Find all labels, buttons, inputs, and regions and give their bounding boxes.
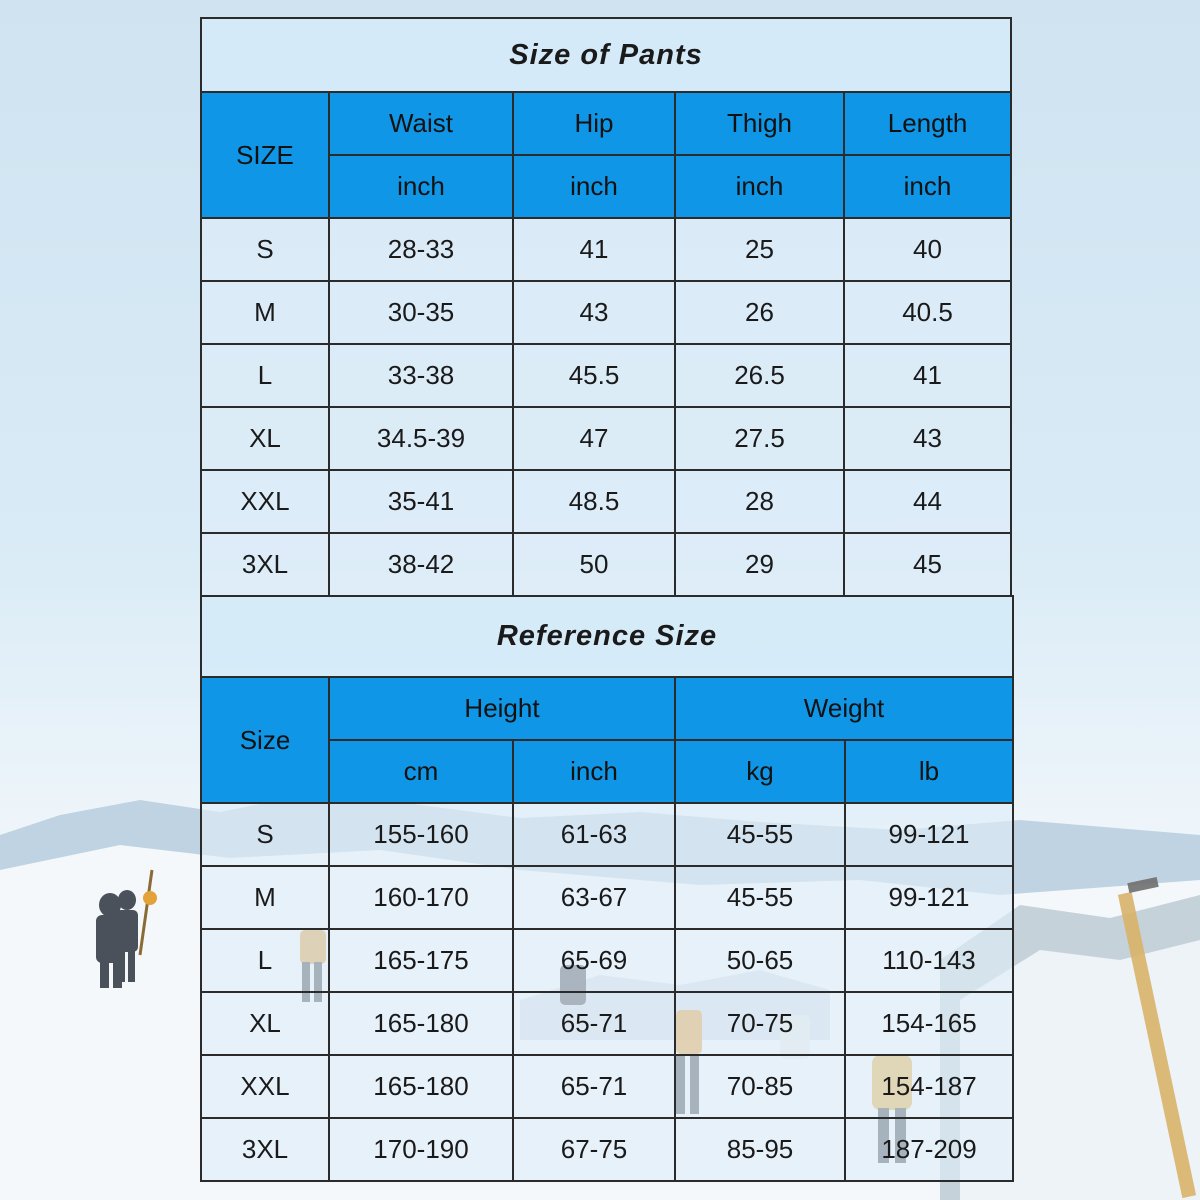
weight-lb-cell: 99-121: [845, 803, 1013, 866]
length-unit: inch: [844, 155, 1011, 218]
size-cell: L: [201, 344, 329, 407]
size-column-header: SIZE: [201, 92, 329, 218]
waist-cell: 33-38: [329, 344, 513, 407]
table-row: [201, 407, 1011, 470]
size-cell: M: [201, 281, 329, 344]
hip-unit: inch: [513, 155, 675, 218]
waist-cell: 35-41: [329, 470, 513, 533]
table-row: [201, 929, 1013, 992]
pants-size-table: [200, 17, 1012, 597]
length-cell: 45: [844, 533, 1011, 596]
weight-kg-cell: 85-95: [675, 1118, 845, 1181]
length-cell: 41: [844, 344, 1011, 407]
thigh-cell: 26: [675, 281, 844, 344]
length-column-header: Length: [844, 92, 1011, 155]
waist-cell: 28-33: [329, 218, 513, 281]
height-cm-cell: 160-170: [329, 866, 513, 929]
hip-cell: 48.5: [513, 470, 675, 533]
height-group-header: Height: [329, 677, 675, 740]
size-cell: S: [201, 803, 329, 866]
reference-table-title: Reference Size: [201, 596, 1013, 677]
waist-cell: 34.5-39: [329, 407, 513, 470]
height-cm-unit: cm: [329, 740, 513, 803]
table-row: [201, 281, 1011, 344]
height-cm-cell: 165-180: [329, 992, 513, 1055]
thigh-cell: 26.5: [675, 344, 844, 407]
size-cell: XXL: [201, 470, 329, 533]
weight-group-header: Weight: [675, 677, 1013, 740]
height-inch-cell: 63-67: [513, 866, 675, 929]
table-row: [201, 1055, 1013, 1118]
table-row: [201, 866, 1013, 929]
weight-kg-cell: 70-75: [675, 992, 845, 1055]
hip-cell: 45.5: [513, 344, 675, 407]
table-row: [201, 1118, 1013, 1181]
height-inch-cell: 65-71: [513, 992, 675, 1055]
weight-kg-cell: 50-65: [675, 929, 845, 992]
height-cm-cell: 165-175: [329, 929, 513, 992]
size-cell: S: [201, 218, 329, 281]
thigh-cell: 28: [675, 470, 844, 533]
table-row: [201, 218, 1011, 281]
thigh-cell: 29: [675, 533, 844, 596]
length-cell: 43: [844, 407, 1011, 470]
reference-size-table: [200, 595, 1014, 1182]
height-cm-cell: 155-160: [329, 803, 513, 866]
size-cell: XXL: [201, 1055, 329, 1118]
hip-cell: 43: [513, 281, 675, 344]
weight-kg-cell: 70-85: [675, 1055, 845, 1118]
reference-header-row: [201, 677, 1013, 740]
size-cell: 3XL: [201, 533, 329, 596]
thigh-cell: 25: [675, 218, 844, 281]
table-row: [201, 470, 1011, 533]
height-inch-cell: 61-63: [513, 803, 675, 866]
length-cell: 40: [844, 218, 1011, 281]
weight-lb-cell: 154-187: [845, 1055, 1013, 1118]
table-row: [201, 992, 1013, 1055]
hip-cell: 47: [513, 407, 675, 470]
height-inch-unit: inch: [513, 740, 675, 803]
waist-column-header: Waist: [329, 92, 513, 155]
height-cm-cell: 165-180: [329, 1055, 513, 1118]
length-cell: 44: [844, 470, 1011, 533]
height-inch-cell: 65-69: [513, 929, 675, 992]
weight-lb-cell: 154-165: [845, 992, 1013, 1055]
weight-kg-unit: kg: [675, 740, 845, 803]
weight-kg-cell: 45-55: [675, 866, 845, 929]
thigh-unit: inch: [675, 155, 844, 218]
pants-table-title: Size of Pants: [201, 18, 1011, 92]
hip-column-header: Hip: [513, 92, 675, 155]
pants-title-row: [201, 18, 1011, 92]
weight-lb-cell: 187-209: [845, 1118, 1013, 1181]
hip-cell: 41: [513, 218, 675, 281]
pants-header-row: [201, 92, 1011, 155]
waist-cell: 38-42: [329, 533, 513, 596]
size-cell: M: [201, 866, 329, 929]
table-row: [201, 533, 1011, 596]
size-cell: 3XL: [201, 1118, 329, 1181]
waist-unit: inch: [329, 155, 513, 218]
size-cell: L: [201, 929, 329, 992]
thigh-column-header: Thigh: [675, 92, 844, 155]
waist-cell: 30-35: [329, 281, 513, 344]
length-cell: 40.5: [844, 281, 1011, 344]
table-row: [201, 344, 1011, 407]
weight-kg-cell: 45-55: [675, 803, 845, 866]
weight-lb-cell: 110-143: [845, 929, 1013, 992]
hip-cell: 50: [513, 533, 675, 596]
thigh-cell: 27.5: [675, 407, 844, 470]
weight-lb-cell: 99-121: [845, 866, 1013, 929]
weight-lb-unit: lb: [845, 740, 1013, 803]
height-cm-cell: 170-190: [329, 1118, 513, 1181]
size-column-header: Size: [201, 677, 329, 803]
size-cell: XL: [201, 407, 329, 470]
size-cell: XL: [201, 992, 329, 1055]
reference-title-row: [201, 596, 1013, 677]
table-row: [201, 803, 1013, 866]
height-inch-cell: 65-71: [513, 1055, 675, 1118]
height-inch-cell: 67-75: [513, 1118, 675, 1181]
